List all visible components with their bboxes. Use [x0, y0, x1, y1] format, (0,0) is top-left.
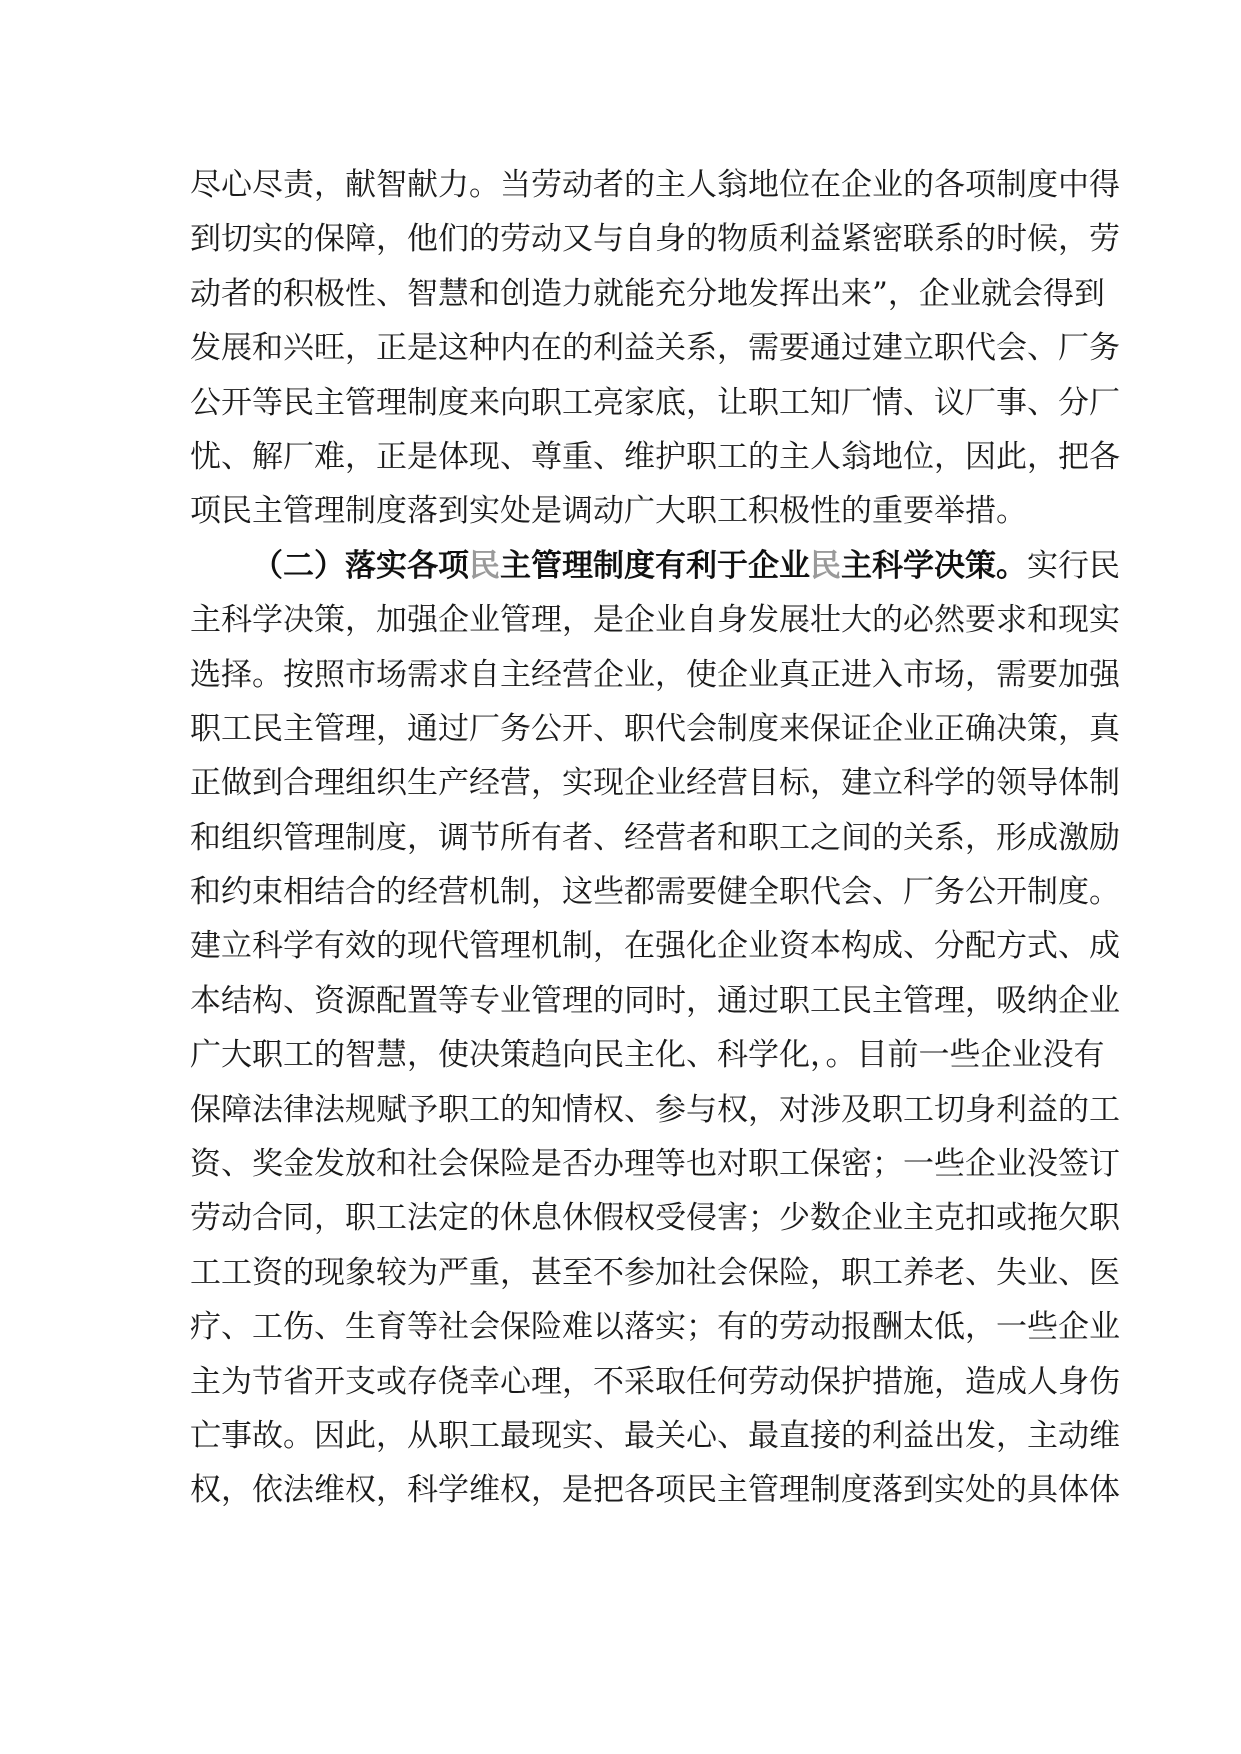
text-line: 发展和兴旺，正是这种内在的利益关系，需要通过建立职代会、厂务	[190, 330, 1120, 367]
text-line: 亡事故。因此，从职工最现实、最关心、最直接的利益出发，主动维	[190, 1417, 1120, 1454]
text-line: 工工资的现象较为严重，甚至不参加社会保险，职工养老、失业、医	[190, 1254, 1120, 1291]
section-heading-line	[190, 539, 1120, 593]
text-line: 和约束相结合的经营机制，这些都需要健全职代会、厂务公开制度。	[190, 874, 1120, 911]
heading-line-rest: 实行民	[1027, 547, 1120, 584]
text-line: 尽心尽责，献智献力。当劳动者的主人翁地位在企业的各项制度中得	[190, 167, 1120, 203]
text-line: 职工民主管理，通过厂务公开、职代会制度来保证企业正确决策，真	[190, 710, 1120, 747]
text-line: 建立科学有效的现代管理机制，在强化企业资本构成、分配方式、成	[190, 928, 1120, 965]
text-line: 和组织管理制度，调节所有者、经营者和职工之间的关系，形成激励	[190, 819, 1120, 856]
text-line: 资、奖金发放和社会保险是否办理等也对职工保密；一些企业没签订	[190, 1146, 1120, 1183]
body-text	[190, 158, 1120, 1518]
text-line: 疗、工伤、生育等社会保险难以落实；有的劳动报酬太低，一些企业	[190, 1309, 1120, 1346]
text-line: 主为节省开支或存侥幸心理，不采取任何劳动保护措施，造成人身伤	[190, 1363, 1120, 1400]
text-line: 权，依法维权，科学维权，是把各项民主管理制度落到实处的具体体	[190, 1472, 1120, 1509]
heading-part: （二）落实各项	[252, 547, 469, 584]
text-line: 到切实的保障，他们的劳动又与自身的物质利益紧密联系的时候，劳	[190, 221, 1120, 258]
text-line: 动者的积极性、智慧和创造力就能充分地发挥出来”，企业就会得到	[190, 275, 1105, 312]
paragraph-2	[190, 539, 1120, 1518]
text-line: 劳动合同，职工法定的休息休假权受侵害；少数企业主克扣或拖欠职	[190, 1200, 1120, 1237]
text-line: 公开等民主管理制度来向职工亮家底，让职工知厂情、议厂事、分厂	[190, 384, 1120, 421]
heading-faded-char: 民	[469, 547, 500, 584]
text-line: 保障法律法规赋予职工的知情权、参与权，对涉及职工切身利益的工	[190, 1091, 1120, 1128]
heading-part: 主科学决策。	[841, 547, 1027, 584]
text-line: 忧、解厂难，正是体现、尊重、维护职工的主人翁地位，因此，把各	[190, 438, 1120, 475]
heading-part: 主管理制度有利于企业	[500, 547, 810, 584]
text-line: 广大职工的智慧，使决策趋向民主化、科学化，。目前一些企业没有	[190, 1037, 1105, 1074]
text-line: 选择。按照市场需求自主经营企业，使企业真正进入市场，需要加强	[190, 656, 1120, 693]
text-line: 项民主管理制度落到实处是调动广大职工积极性的重要举措。	[190, 493, 1027, 530]
text-line: 本结构、资源配置等专业管理的同时，通过职工民主管理，吸纳企业	[190, 982, 1120, 1019]
text-line: 正做到合理组织生产经营，实现企业经营目标，建立科学的领导体制	[190, 765, 1120, 802]
text-line: 主科学决策，加强企业管理，是企业自身发展壮大的必然要求和现实	[190, 602, 1120, 639]
section-heading	[252, 548, 1027, 584]
heading-faded-char: 民	[810, 547, 841, 584]
paragraph-1	[190, 158, 1120, 539]
